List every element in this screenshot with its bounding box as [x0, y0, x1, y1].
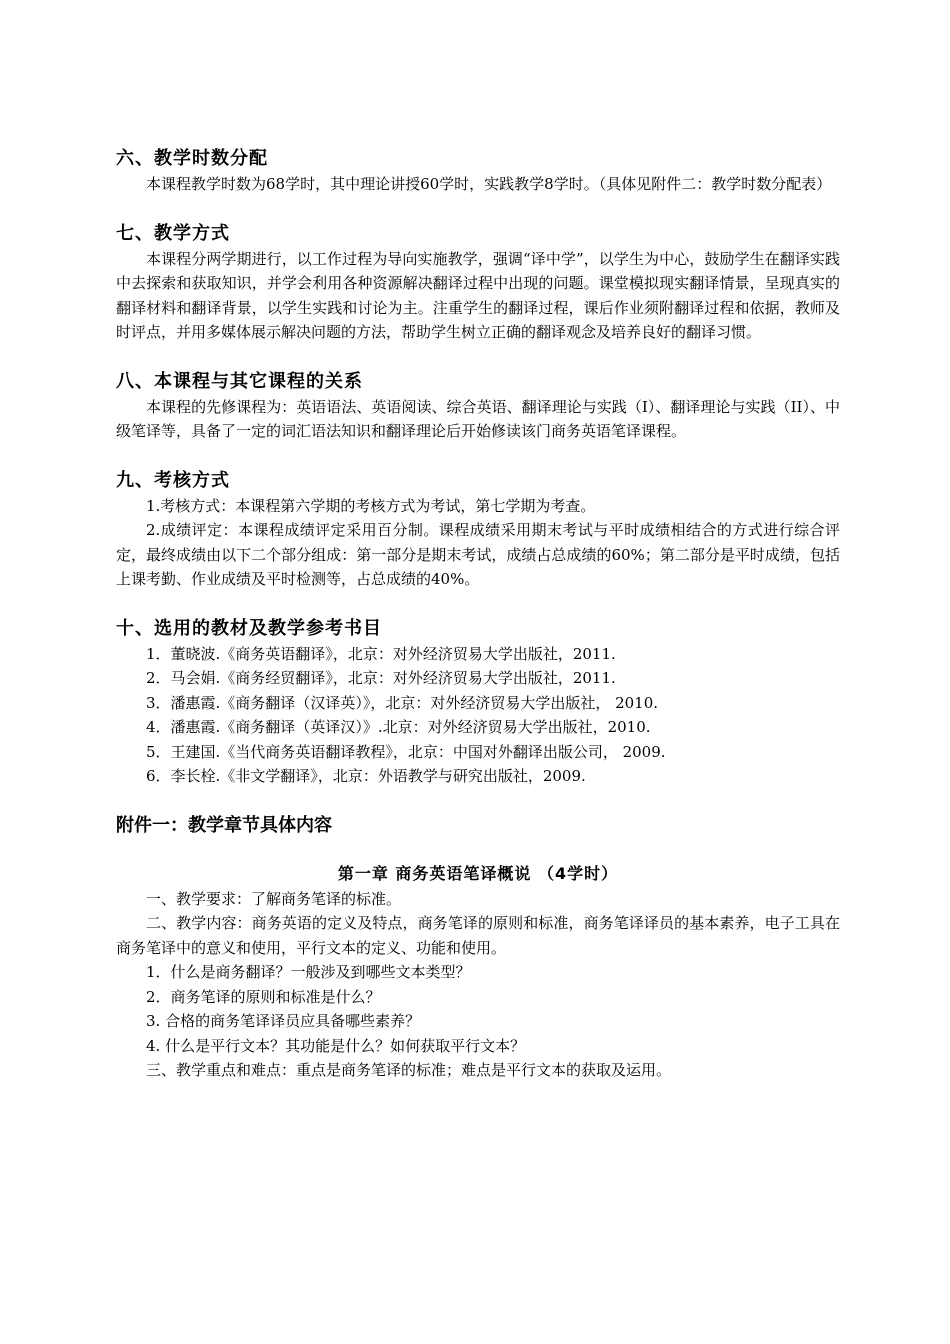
- question-item: 3. 合格的商务笔译译员应具备哪些素养？: [146, 1012, 421, 1030]
- section-heading-assessment: 九、考核方式: [116, 469, 230, 491]
- reference-item: 4．潘惠霞.《商务翻译（英译汉）》.北京：对外经济贸易大学出版社，2010.: [146, 718, 651, 736]
- section-heading-textbooks: 十、选用的教材及教学参考书目: [116, 617, 382, 639]
- question-item: 2．商务笔译的原则和标准是什么？: [146, 987, 381, 1006]
- section-paragraph: 本课程分两学期进行，以工作过程为导向实施教学，强调“译中学”，以学生为中心，鼓励学生在翻译实践中去探索和获取知识，并学会利用各种资源解决翻译过程中出现的问题。课堂模拟现实翻译情景，呈现真实的翻译材料和翻译背景，以学生实践和讨论为主。注重学生的翻译过程，课后作业须附翻译过程和依据，教师及时评点，并用多媒体展示解决问题的方法，帮助学生树立正确的翻译观念及培养良好的翻译习惯。: [116, 249, 840, 341]
- reference-item: 1．董晓波.《商务英语翻译》，北京：对外经济贸易大学出版社，2011.: [146, 644, 616, 663]
- section-paragraph: 本课程的先修课程为：英语语法、英语阅读、综合英语、翻译理论与实践（I）、翻译理论与实践（II）、中级笔译等，具备了一定的词汇语法知识和翻译理论后开始修读该门商务英语笔译课程。: [116, 397, 840, 440]
- chapter-title: 第一章 商务英语笔译概说 （4学时）: [337, 863, 619, 883]
- section-paragraph: 2.成绩评定：本课程成绩评定采用百分制。课程成绩采用期末考试与平时成绩相结合的方式进行综合评定，最终成绩由以下二个部分组成：第一部分是期末考试，成绩占总成绩的60%；第二部分是平时成绩，包括上课考勤、作业成绩及平时检测等，占总成绩的40%。: [116, 521, 840, 588]
- section-paragraph: 本课程教学时数为68学时，其中理论讲授60学时，实践教学8学时。（具体见附件二：教学时数分配表）: [146, 175, 832, 193]
- document-page: [116, 146, 840, 1083]
- reference-item: 6．李长栓.《非文学翻译》，北京：外语教学与研究出版社，2009.: [146, 767, 586, 785]
- section-paragraph: 1.考核方式：本课程第六学期的考核方式为考试，第七学期为考查。: [146, 496, 596, 515]
- reference-item: 5．王建国.《当代商务英语翻译教程》，北京：中国对外翻译出版公司， 2009.: [146, 742, 666, 761]
- section-heading-hours: 六、教学时数分配: [116, 148, 268, 169]
- reference-item: 3．潘惠霞.《商务翻译（汉译英）》，北京：对外经济贸易大学出版社， 2010.: [146, 693, 659, 712]
- question-item: 1．什么是商务翻译？一般涉及到哪些文本类型？: [146, 963, 471, 981]
- question-item: 4. 什么是平行文本？其功能是什么？如何获取平行文本？: [146, 1036, 526, 1055]
- chapter-paragraph: 三、教学重点和难点：重点是商务笔译的标准；难点是平行文本的获取及运用。: [146, 1061, 672, 1079]
- reference-item: 2．马会娟.《商务经贸翻译》，北京：对外经济贸易大学出版社，2011.: [146, 669, 616, 687]
- chapter-paragraph: 一、教学要求：了解商务笔译的标准。: [146, 889, 402, 908]
- section-heading-teaching-method: 七、教学方式: [116, 222, 230, 244]
- appendix-title: 附件一：教学章节具体内容: [116, 814, 332, 836]
- chapter-paragraph: 二、教学内容：商务英语的定义及特点，商务笔译的原则和标准，商务笔译译员的基本素养，电子工具在商务笔译中的意义和使用，平行文本的定义、功能和使用。: [116, 914, 840, 957]
- section-heading-course-relation: 八、本课程与其它课程的关系: [116, 370, 363, 392]
